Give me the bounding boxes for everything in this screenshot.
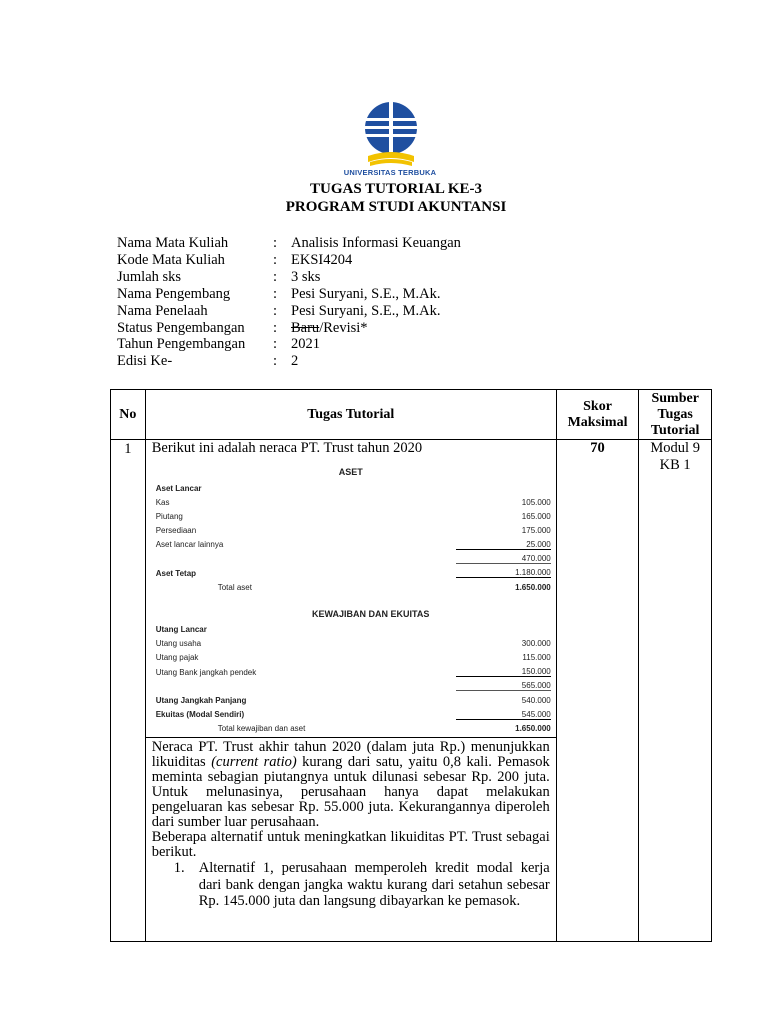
bs-row: Piutang 165.000: [155, 511, 551, 521]
bs-row: Kas 105.000: [155, 497, 551, 507]
bs-row: 565.000: [146, 679, 556, 693]
bs-row: Persediaan 175.000: [155, 526, 551, 536]
bs-row: Utang pajak 115.000: [155, 653, 551, 663]
balance-sheet: [146, 467, 556, 736]
alternative-item: 1. Alternatif 1, perusahaan memperoleh kredit modal kerja dari bank dengan jangka waktu kurang dari setahun sebesar Rp. 145.000 juta dan langsung dibayarkan ke pemasok.: [173, 860, 550, 909]
bs-row: Aset Lancar: [155, 483, 202, 493]
course-info: [117, 235, 461, 370]
bs-row: Utang Bank jangkah pendek 150.000: [155, 667, 551, 677]
header-skor: Skor Maksimal: [556, 390, 639, 440]
meta-row: Nama Pengembang : Pesi Suryani, S.E., M.Ak.: [117, 285, 441, 302]
table-header-row: [111, 390, 712, 440]
meta-row: Edisi Ke- : 2: [117, 353, 299, 370]
logo-caption: UNIVERSITAS TERBUKA: [343, 168, 437, 177]
section-aset: ASET: [338, 467, 363, 477]
page-title: TUGAS TUTORIAL KE-3: [310, 181, 482, 197]
bs-row: Total kewajiban dan aset 1.650.000: [217, 724, 551, 734]
bs-row: Utang Jangkah Panjang 540.000: [155, 696, 551, 706]
max-score: 70: [556, 440, 639, 942]
header-no: No: [111, 390, 146, 440]
section-kewajiban: KEWAJIBAN DAN EKUITAS: [312, 608, 430, 619]
header-task: Tugas Tutorial: [145, 390, 556, 440]
header-source: Sumber Tugas Tutorial: [639, 390, 712, 440]
bs-row: Utang usaha 300.000: [155, 639, 551, 649]
source-cell: [639, 440, 712, 942]
bs-row: Total aset 1.650.000: [217, 582, 551, 592]
meta-row: Nama Mata Kuliah : Analisis Informasi Keuangan: [117, 235, 461, 251]
task-table: [110, 389, 712, 942]
meta-row: Status Pengembangan : Baru /Revisi*: [117, 319, 368, 336]
meta-row: Kode Mata Kuliah : EKSI4204: [117, 251, 353, 268]
source-kb: KB 1: [659, 457, 691, 473]
logo-emblem-icon: [360, 100, 422, 170]
meta-row: Nama Penelaah : Pesi Suryani, S.E., M.Ak.: [117, 302, 441, 319]
table-row: [111, 440, 712, 942]
task-paragraph: Neraca PT. Trust akhir tahun 2020 (dalam juta Rp.) menunjukkan likuiditas (current ratio) kurang dari satu, yaitu 0,8 kali. Pemasok meminta sebagian piutangnya untuk dilunasi sebesar Rp. 200 juta. Untuk melunasinya, perusahaan hanya dapat melakukan pengeluaran kas sebesar Rp. 55.000 juta. Kekurangannya diperoleh dari sumber luar perusahaan.: [151, 739, 550, 830]
bs-row: Aset lancar lainnya 25.000: [155, 539, 551, 550]
task-paragraph-2: Beberapa alternatif untuk meningkatkan likuiditas PT. Trust sebagai berikut.: [151, 829, 550, 860]
task-content: [145, 440, 556, 942]
source-module: Modul 9: [650, 440, 700, 456]
meta-row: Tahun Pengembangan : 2021: [117, 336, 320, 353]
bs-row: Utang Lancar: [155, 625, 207, 635]
bs-row: 470.000: [146, 552, 556, 566]
bs-row: Aset Tetap 1.180.000: [155, 568, 551, 578]
page-subtitle: PROGRAM STUDI AKUNTANSI: [285, 199, 507, 215]
row-number: 1: [111, 440, 146, 942]
task-intro: Berikut ini adalah neraca PT. Trust tahun 2020: [151, 440, 423, 456]
bs-row: Ekuitas (Modal Sendiri) 545.000: [155, 709, 551, 720]
meta-row: Jumlah sks : 3 sks: [117, 268, 321, 285]
